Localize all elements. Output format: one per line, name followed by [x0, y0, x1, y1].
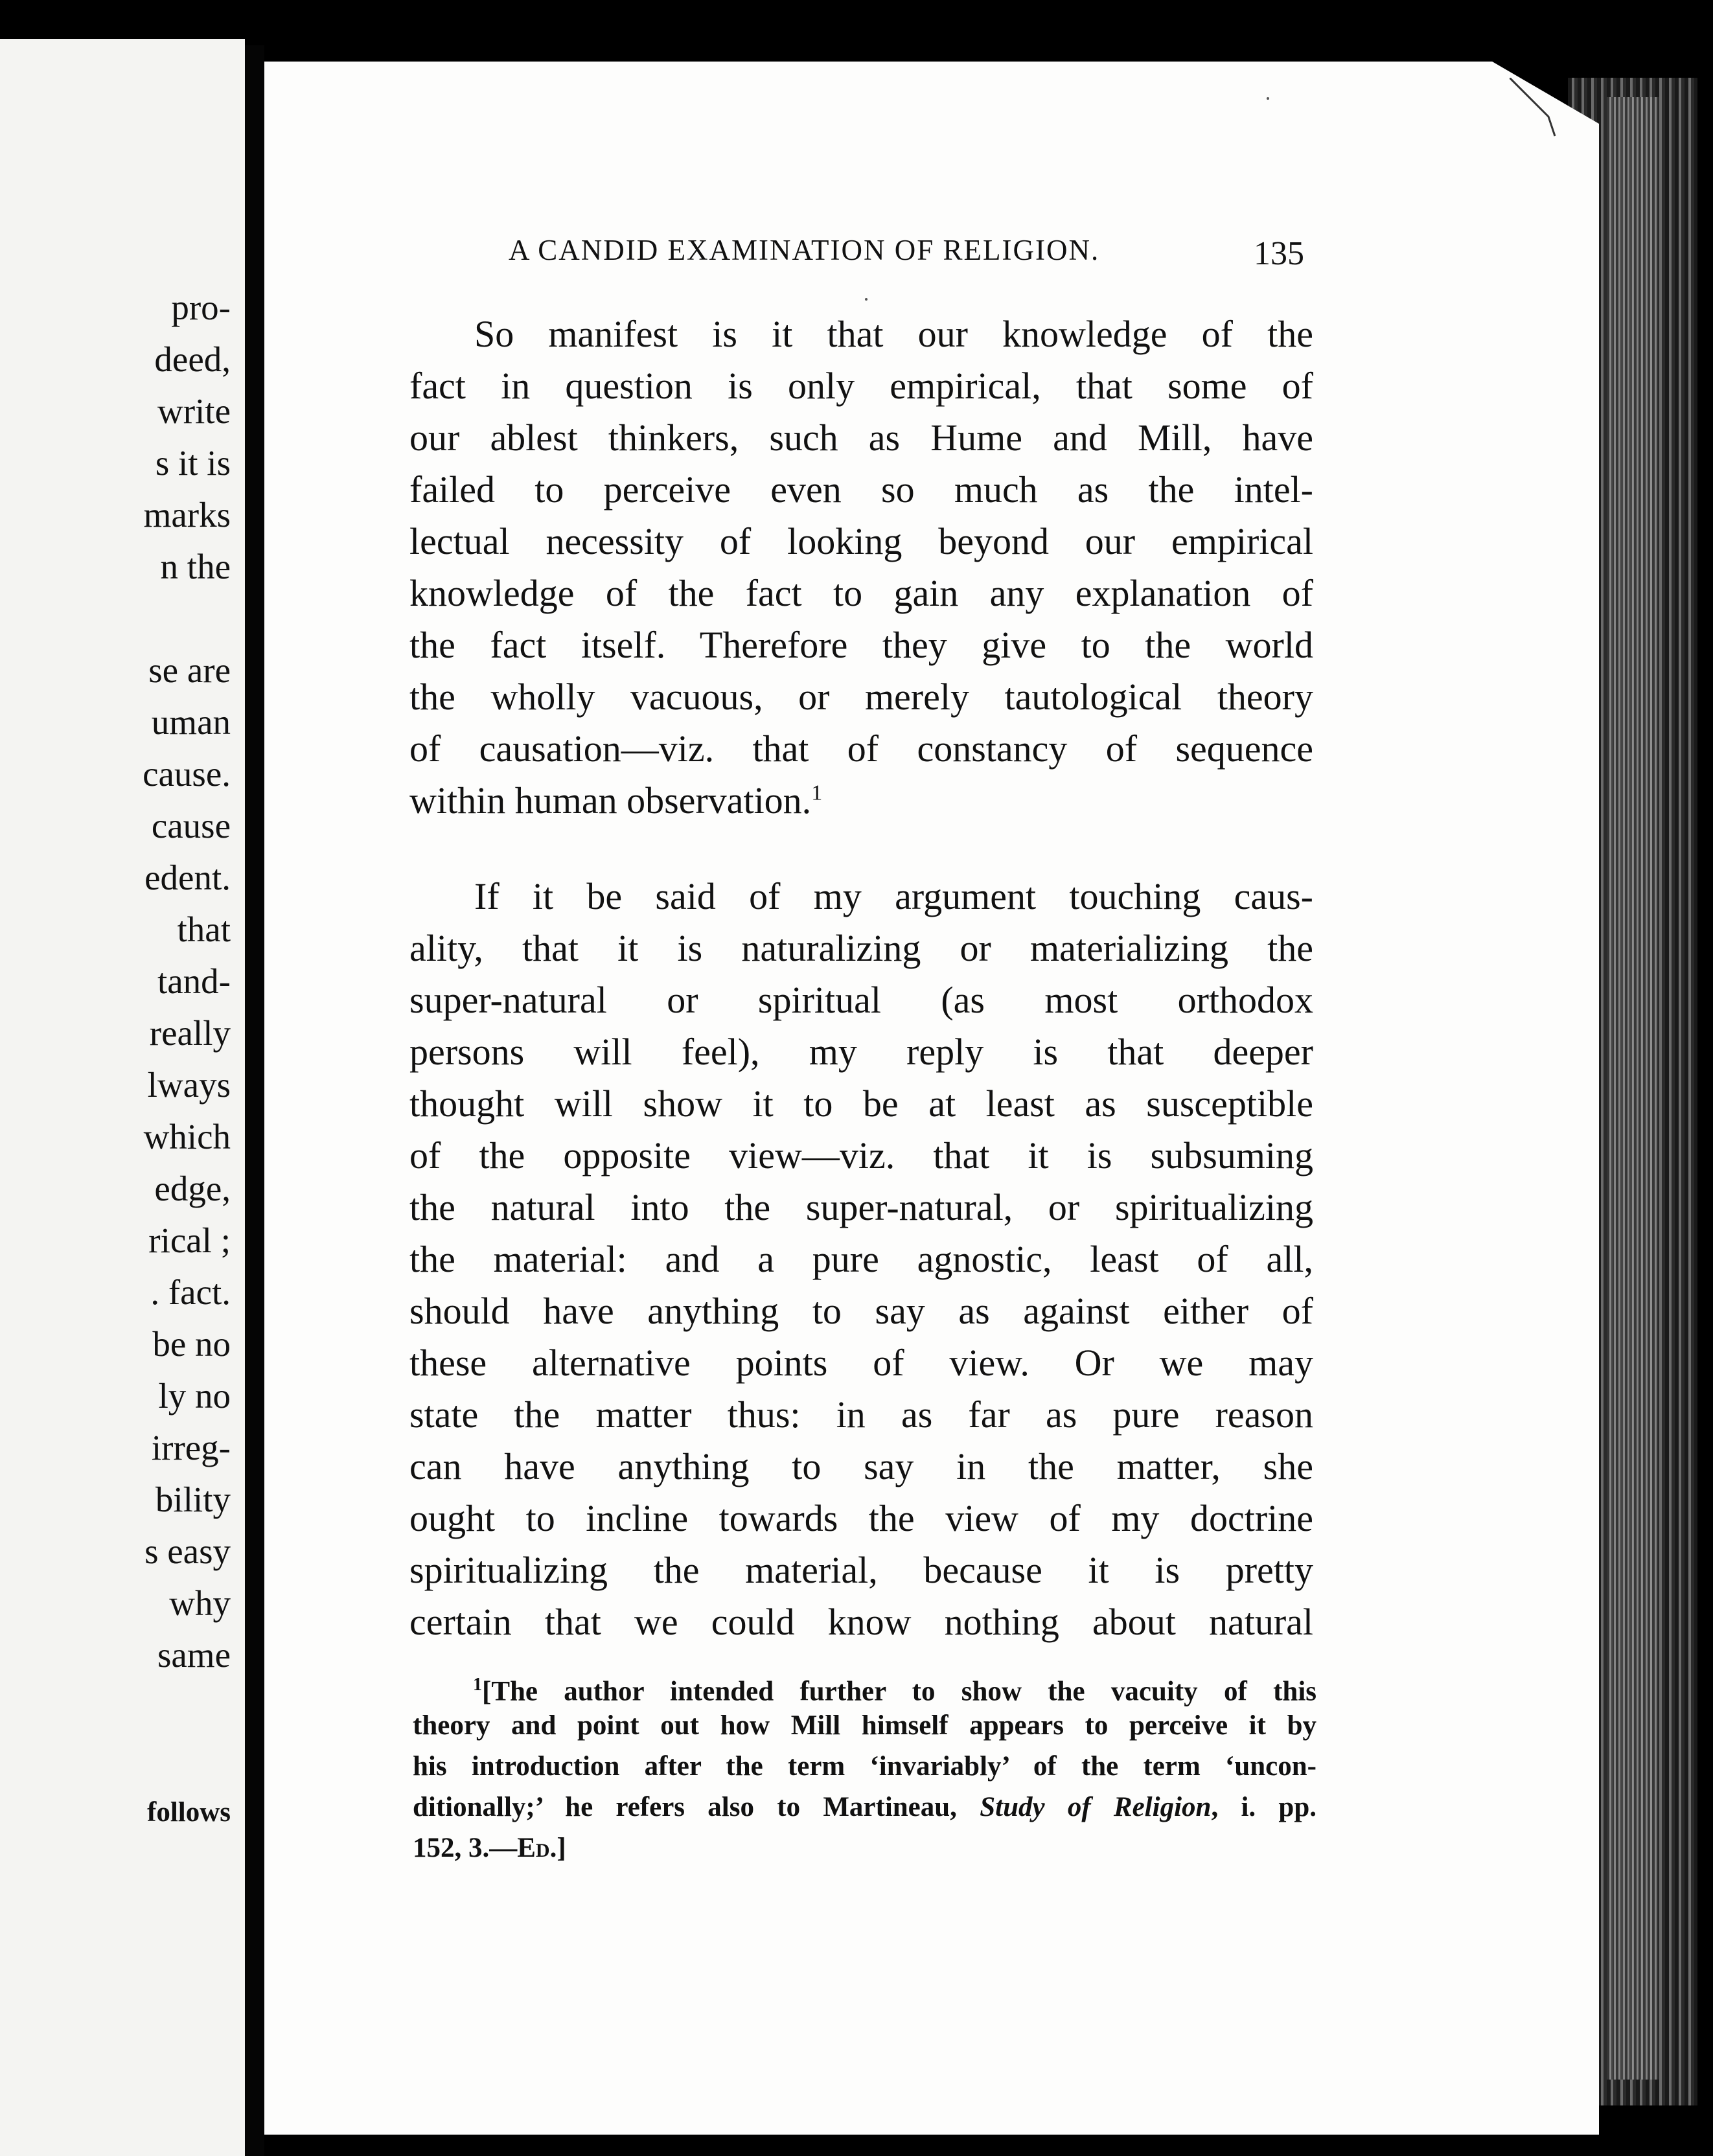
facing-page-line: se are — [148, 650, 231, 690]
paragraph-1-line: the fact itself. Therefore they give to the world — [409, 624, 1313, 666]
paragraph-2-line: state the matter thus: in as far as pure reason — [409, 1393, 1313, 1436]
paragraph-2-line: the material: and a pure agnostic, least of all, — [409, 1238, 1313, 1280]
facing-page-line: cause — [151, 806, 231, 845]
book-gutter — [245, 45, 264, 2156]
facing-page-line: s easy — [144, 1531, 231, 1571]
facing-page-line: n the — [160, 547, 231, 586]
footnote-line — [473, 1668, 1316, 1707]
facing-page-line: rical ; — [148, 1221, 231, 1260]
facing-page-line: which — [143, 1117, 231, 1156]
footnote-line: his introduction after the term ‘invariably’ of the term ‘uncon- — [413, 1751, 1316, 1782]
facing-page-line: ly no — [158, 1376, 231, 1416]
facing-page-line: s it is — [155, 443, 231, 483]
facing-page-line: be no — [152, 1324, 231, 1364]
footnote-text: , i. pp. — [1211, 1792, 1316, 1822]
paragraph-2-line: super-natural or spiritual (as most orthodox — [409, 979, 1313, 1021]
paragraph-1-line: our ablest thinkers, such as Hume and Mill, have — [409, 417, 1313, 459]
paragraph-1-last-line — [409, 780, 1313, 821]
facing-page-line: cause. — [143, 754, 231, 794]
facing-page-line: irreg- — [151, 1428, 231, 1467]
paragraph-2-line: persons will feel), my reply is that deeper — [409, 1031, 1313, 1073]
paragraph-2-line: If it be said of my argument touching caus- — [474, 875, 1313, 917]
footnote-text: [The author intended further to show the vacuity of this — [482, 1676, 1316, 1707]
facing-page-line: that — [177, 910, 231, 949]
facing-page-line: . fact. — [150, 1272, 231, 1312]
paragraph-1-line: failed to perceive even so much as the intel- — [409, 468, 1313, 510]
facing-page — [0, 39, 245, 2156]
facing-page-line: really — [149, 1013, 231, 1053]
running-head: A CANDID EXAMINATION OF RELIGION. — [509, 234, 1100, 266]
footnote-text: ditionally;’ he refers also to Martineau, — [413, 1792, 980, 1822]
paragraph-2-line: ought to incline towards the view of my doctrine — [409, 1497, 1313, 1539]
paragraph-1-line: the wholly vacuous, or merely tautological theory — [409, 676, 1313, 718]
paragraph-1-line: fact in question is only empirical, that some of — [409, 365, 1313, 407]
paragraph-2-line: should have anything to say as against either of — [409, 1290, 1313, 1332]
footnote-line — [413, 1831, 1316, 1866]
footnote-text: 152, 3.— — [413, 1833, 518, 1863]
paragraph-1-line: So manifest is it that our knowledge of the — [474, 313, 1313, 355]
paragraph-2-line: the natural into the super-natural, or spiritualizing — [409, 1186, 1313, 1228]
facing-page-footnote: follows — [147, 1797, 231, 1828]
paragraph-2-line: can have anything to say in the matter, she — [409, 1445, 1313, 1487]
facing-page-line: tand- — [157, 961, 231, 1001]
footnote-text: .] — [549, 1833, 566, 1863]
facing-page-line: edge, — [154, 1169, 231, 1208]
page-edge-highlight — [1607, 97, 1659, 2080]
facing-page-line: uman — [151, 702, 231, 742]
facing-page-line: bility — [155, 1480, 231, 1519]
paragraph-1-line: lectual necessity of looking beyond our empirical — [409, 520, 1313, 562]
facing-page-line: why — [169, 1583, 231, 1623]
footnote-marker: 1 — [473, 1675, 482, 1695]
facing-page-line: deed, — [154, 339, 231, 379]
page-number: 135 — [1254, 235, 1304, 272]
paragraph-2-line: spiritualizing the material, because it is pretty — [409, 1549, 1313, 1591]
footnote-line — [413, 1790, 1316, 1825]
footnote-line: theory and point out how Mill himself appears to perceive it by — [413, 1710, 1316, 1741]
footnote-reference: 1 — [811, 781, 823, 805]
facing-page-line: lways — [147, 1065, 231, 1105]
page-corner-fold — [1510, 78, 1581, 149]
paragraph-2-line: of the opposite view—viz. that it is subsuming — [409, 1134, 1313, 1176]
paragraph-1-line-text: within human observation. — [409, 779, 812, 821]
dust-speck — [865, 298, 868, 301]
editor-mark: Ed — [517, 1833, 550, 1863]
dust-speck — [1267, 97, 1269, 100]
facing-page-line: edent. — [144, 858, 231, 897]
paragraph-2-line: these alternative points of view. Or we may — [409, 1342, 1313, 1384]
paragraph-1-line: of causation—viz. that of constancy of sequence — [409, 728, 1313, 770]
paragraph-2-line: certain that we could know nothing about natural — [409, 1601, 1313, 1643]
book-title: Study of Religion — [980, 1792, 1212, 1822]
paragraph-1-line: knowledge of the fact to gain any explanation of — [409, 572, 1313, 614]
paragraph-2-line: thought will show it to be at least as susceptible — [409, 1083, 1313, 1125]
paragraph-2-line: ality, that it is naturalizing or materializing the — [409, 927, 1313, 969]
facing-page-line: marks — [143, 495, 231, 534]
facing-page-line: same — [157, 1635, 231, 1675]
facing-page-line: write — [157, 391, 231, 431]
facing-page-line: pro- — [171, 288, 231, 327]
